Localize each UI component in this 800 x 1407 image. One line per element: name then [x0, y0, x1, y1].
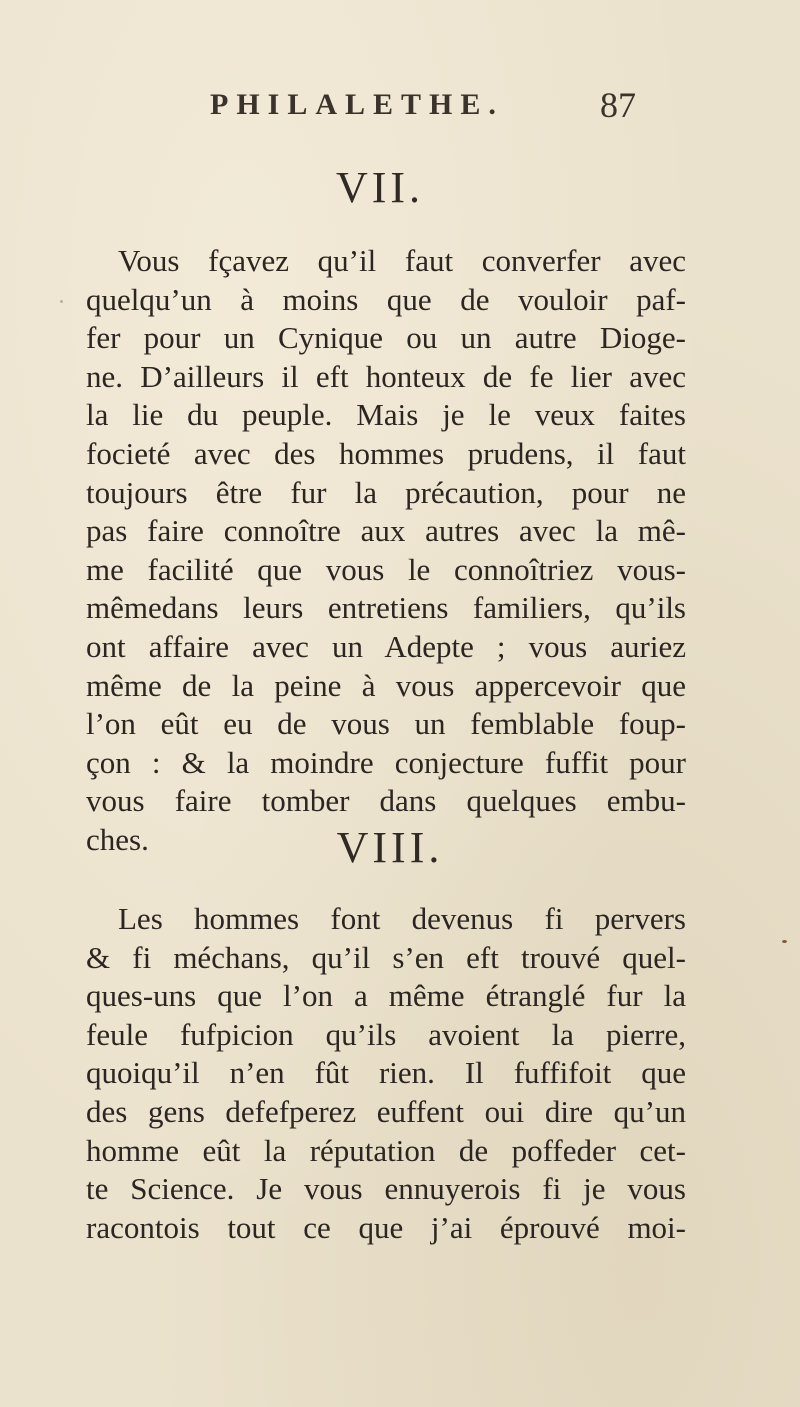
- text-line: pas faire connoître aux autres avec la mê-: [86, 513, 686, 549]
- text-line: te Science. Je vous ennuyerois fi je vous: [86, 1171, 686, 1207]
- text-line: mêmedans leurs entretiens familiers, qu’ils: [86, 590, 686, 626]
- section-heading-viii: VIII.: [336, 823, 444, 872]
- text-line: l’on eût eu de vous un femblable foup-: [86, 706, 686, 742]
- text-line: quelqu’un à moins que de vouloir paf-: [86, 281, 686, 317]
- text-line: feule fufpicion qu’ils avoient la pierre,: [86, 1016, 686, 1052]
- text-line: racontois tout ce que j’ai éprouvé moi-: [86, 1209, 686, 1245]
- text-line: focieté avec des hommes prudens, il faut: [86, 435, 686, 471]
- text-line: homme eût la réputation de poffeder cet-: [86, 1132, 686, 1168]
- running-head-title: PHILALETHE.: [210, 88, 504, 121]
- text-line: ches.: [86, 821, 149, 857]
- text-line: me facilité que vous le connoîtriez vous-: [86, 551, 686, 587]
- paper-speck: [60, 300, 63, 303]
- section-viii-body: [86, 900, 686, 1247]
- text-line: Les hommes font devenus fi pervers: [118, 901, 686, 936]
- text-line: & fi méchans, qu’il s’en eft trouvé quel-: [86, 939, 686, 975]
- text-line: fer pour un Cynique ou un autre Dioge-: [86, 320, 686, 356]
- text-line: vous faire tomber dans quelques embu-: [86, 783, 686, 819]
- section-vii-body: [86, 242, 686, 860]
- text-line: toujours être fur la précaution, pour ne: [86, 474, 686, 510]
- text-line: quoiqu’il n’en fût rien. Il fuffifoit que: [86, 1055, 686, 1091]
- text-line: des gens defefperez euffent oui dire qu’un: [86, 1093, 686, 1129]
- page-number: 87: [600, 85, 636, 125]
- text-line: ques-uns que l’on a même étranglé fur la: [86, 978, 686, 1014]
- text-line: même de la peine à vous appercevoir que: [86, 667, 686, 703]
- text-line: ne. D’ailleurs il eft honteux de fe lier avec: [86, 358, 686, 394]
- text-line: Vous fçavez qu’il faut converfer avec: [118, 243, 686, 278]
- section-heading-vii: VII.: [335, 163, 425, 212]
- paper-speck: [782, 940, 787, 943]
- text-line: ont affaire avec un Adepte ; vous auriez: [86, 628, 686, 664]
- text-line: la lie du peuple. Mais je le veux faites: [86, 397, 686, 433]
- text-line: çon : & la moindre conjecture fuffit pour: [86, 744, 686, 780]
